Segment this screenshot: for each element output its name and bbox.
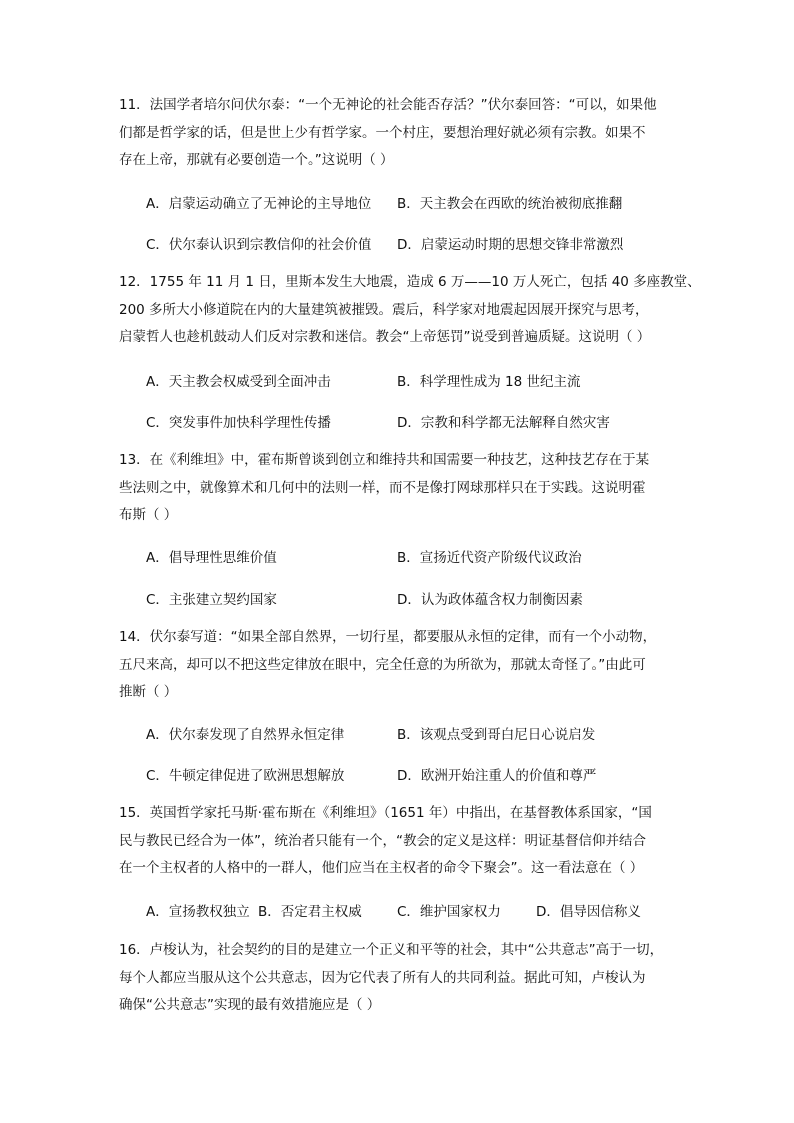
question-13-options — [146, 546, 706, 608]
question-12-options — [146, 370, 706, 431]
question-15 — [119, 800, 679, 883]
question-text-line: 200 多所大小修道院在内的大量建筑被摧毁。震后，科学家对地震起因展开探究与思考， — [119, 301, 649, 318]
option-d[interactable]: D．欧洲开始注重人的价值和尊严 — [397, 768, 597, 784]
question-text-line: 13．在《利维坦》中，霍布斯曾谈到创立和维持共和国需要一种技艺，这种技艺存在于某 — [119, 452, 650, 468]
option-c[interactable]: C．突发事件加快科学理性传播 — [146, 415, 331, 431]
question-text-line: 每个人都应当服从这个公共意志，因为它代表了所有人的共同利益。据此可知，卢梭认为 — [119, 969, 646, 986]
options-row — [146, 900, 706, 920]
option-c[interactable]: C．伏尔泰认识到宗教信仰的社会价值 — [146, 237, 372, 253]
option-a[interactable]: A．天主教会权威受到全面冲击 — [146, 374, 331, 390]
options-row — [146, 723, 706, 743]
options-row — [146, 233, 706, 253]
question-text-line: 确保“公共意志”实现的最有效措施应是（ ） — [119, 997, 381, 1013]
question-text-line: 些法则之中，就像算术和几何中的法则一样，而不是像打网球那样只在于实践。这说明霍 — [119, 479, 646, 496]
question-11 — [119, 92, 679, 175]
options-row — [146, 370, 706, 390]
option-a[interactable]: A．伏尔泰发现了自然界永恒定律 — [146, 727, 345, 743]
options-row — [146, 411, 706, 431]
option-b[interactable]: B．天主教会在西欧的统治被彻底推翻 — [397, 196, 623, 212]
option-d[interactable]: D．认为政体蕴含权力制衡因素 — [397, 592, 583, 608]
question-text-line: 16．卢梭认为，社会契约的目的是建立一个正义和平等的社会，其中“公共意志”高于一切， — [119, 942, 664, 958]
option-d[interactable]: D．倡导因信称义 — [536, 904, 641, 920]
option-d[interactable]: D．启蒙运动时期的思想交锋非常激烈 — [397, 237, 624, 253]
question-text-line: 们都是哲学家的话，但是世上少有哲学家。一个村庄，要想治理好就必须有宗教。如果不 — [119, 124, 646, 141]
option-a[interactable]: A．宣扬教权独立 — [146, 904, 250, 920]
question-text-line: 14．伏尔泰写道：“如果全部自然界，一切行星，都要服从永恒的定律，而有一个小动物， — [119, 629, 657, 645]
question-text-line: 五尺来高，却可以不把这些定律放在眼中，完全任意的为所欲为，那就太奇怪了。”由此可 — [119, 656, 646, 673]
question-text-line: 存在上帝，那就有必要创造一个。”这说明（ ） — [119, 152, 394, 168]
question-12 — [119, 269, 701, 352]
options-row — [146, 192, 706, 212]
option-c[interactable]: C．牛顿定律促进了欧洲思想解放 — [146, 768, 345, 784]
question-text-line: 布斯（ ） — [119, 507, 178, 523]
options-row — [146, 546, 706, 566]
question-text-line: 启蒙哲人也趁机鼓动人们反对宗教和迷信。教会“上帝惩罚”说受到普遍质疑。这说明（ ） — [119, 329, 651, 345]
question-text-line: 推断（ ） — [119, 684, 178, 700]
question-text-line: 12．1755 年 11 月 1 日，里斯本发生大地震，造成 6 万——10 万人死亡，包括 40 多座教堂、 — [119, 274, 701, 290]
question-text-line: 在一个主权者的人格中的一群人，他们应当在主权者的命令下聚会”。这一看法意在（ ） — [119, 860, 644, 876]
question-16 — [119, 937, 679, 1020]
question-14 — [119, 624, 679, 707]
question-text-line: 15．英国哲学家托马斯·霍布斯在《利维坦》（1651 年）中指出，在基督教体系国家，“国 — [119, 805, 652, 821]
option-b[interactable]: B．科学理性成为 18 世纪主流 — [397, 374, 581, 390]
question-15-options — [146, 900, 706, 920]
option-a[interactable]: A．倡导理性思维价值 — [146, 550, 277, 566]
question-text-line: 11．法国学者培尔问伏尔泰：“一个无神论的社会能否存活？”伏尔泰回答：“可以，如果他 — [119, 97, 657, 113]
option-a[interactable]: A．启蒙运动确立了无神论的主导地位 — [146, 196, 372, 212]
option-c[interactable]: C．主张建立契约国家 — [146, 592, 277, 608]
option-b[interactable]: B．宣扬近代资产阶级代议政治 — [397, 550, 582, 566]
question-13 — [119, 447, 679, 530]
question-11-options — [146, 192, 706, 253]
question-text-line: 民与教民已经合为一体”，统治者只能有一个，“教会的定义是这样：明证基督信仰并结合 — [119, 832, 646, 849]
question-14-options — [146, 723, 706, 784]
option-c[interactable]: C．维护国家权力 — [397, 904, 501, 920]
options-row — [146, 764, 706, 784]
option-d[interactable]: D．宗教和科学都无法解释自然灾害 — [397, 415, 610, 431]
options-row — [146, 588, 706, 608]
option-b[interactable]: B．该观点受到哥白尼日心说启发 — [397, 727, 596, 743]
option-b[interactable]: B．否定君主权威 — [258, 904, 362, 920]
